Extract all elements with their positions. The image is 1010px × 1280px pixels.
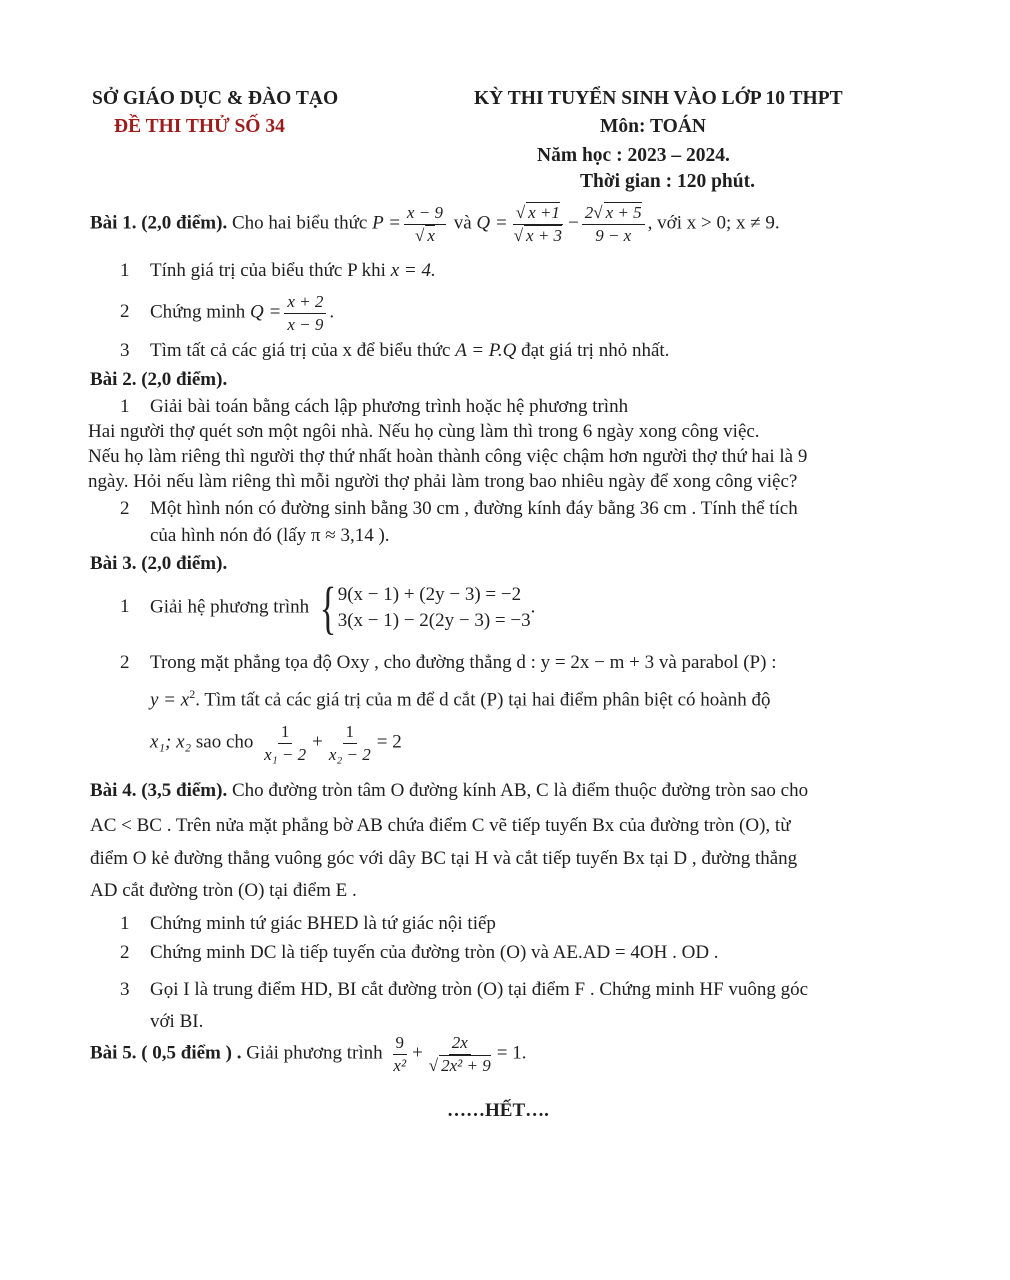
bai5-title: Bài 5. ( 0,5 điểm ) . — [90, 1042, 242, 1064]
bai5-statement: Bài 5. ( 0,5 điểm ) . Giải phương trình $\frac{9}{\text{x²}}$ + $\frac{2x}{\text{√ 2x² + 9}}$ = 1. — [90, 1033, 527, 1075]
bai4-q2: 2 Chứng minh DC là tiếp tuyến của đường tròn (O) và AE.AD = 4OH . OD . — [120, 942, 719, 963]
condition-fraction-2: $\frac{1}{\text{x₂ − 2}}$ — [328, 722, 371, 764]
condition: , với x > 0; x ≠ 9. — [647, 212, 780, 234]
duration: Thời gian : 120 phút. — [580, 171, 755, 192]
bai4-q3-line2: với BI. — [150, 1011, 204, 1032]
condition-fraction-1: $\frac{1}{\text{x₁ − 2}}$ — [264, 722, 307, 764]
bai5-fraction-1: $\frac{9}{\text{x²}}$ — [393, 1033, 407, 1075]
bai2-q1: 1 Giải bài toán bằng cách lập phương trình hoặc hệ phương trình — [120, 396, 629, 417]
equation-system: 9(x − 1) + (2y − 3) = −2 3(x − 1) − 2(2y − 3) = −3 — [337, 584, 531, 631]
bai3-q1: 1 Giải hệ phương trình { 9(x − 1) + (2y − 3) = −2 3(x − 1) − 2(2y − 3) = −3 . — [120, 575, 536, 640]
Q-fraction-2: $\frac{2√ x + 5}{9 - x}$ — [582, 203, 645, 245]
bai1-intro: Cho hai biểu thức — [231, 212, 368, 234]
system-brace: { — [319, 575, 337, 640]
bai4-line1: Bài 4. (3,5 điểm). Cho đường tròn tâm O đường kính AB, C là điểm thuộc đường tròn sao cho — [90, 780, 809, 801]
bai1-q2: 2 Chứng minh Q = $\frac{x + 2}{x - 9}$ . — [120, 292, 335, 334]
school-year: Năm học : 2023 – 2024. — [537, 145, 730, 166]
Q-lhs: Q = — [476, 212, 508, 234]
P-fraction: $\frac{x - 9}{√ x}$ — [404, 203, 446, 245]
bai4-line2: AC < BC . Trên nửa mặt phẳng bờ AB chứa điểm C vẽ tiếp tuyến Bx của đường tròn (O), từ — [90, 815, 791, 836]
bai2-title: Bài 2. (2,0 điểm). — [90, 369, 228, 390]
bai1-title: Bài 1. (2,0 điểm). — [90, 212, 228, 234]
Q-fraction-1: $\frac{√ x +1}{√ x + 3}$ — [513, 203, 563, 245]
exam-title: KỲ THI TUYỂN SINH VÀO LỚP 10 THPT — [474, 88, 843, 109]
bai3-q2: 2 Trong mặt phẳng tọa độ Oxy , cho đường thẳng d : y = 2x − m + 3 và parabol (P) : — [120, 652, 777, 673]
bai3-q2-line2: $y = x^2$. Tìm tất cả các giá trị của m để d cắt (P) tại hai điểm phân biệt có hoành độ — [150, 687, 771, 711]
bai1-q3: 3 Tìm tất cả các giá trị của x để biểu thức A = P.Q đạt giá trị nhỏ nhất. — [120, 340, 670, 361]
and-word: và — [453, 212, 472, 234]
P-lhs: P = — [372, 212, 401, 234]
bai2-q2-line2: của hình nón đó (lấy π ≈ 3,14 ). — [150, 525, 390, 546]
Q-simplified-fraction: $\frac{x + 2}{x - 9}$ — [284, 292, 326, 334]
bai2-problem-line1: Hai người thợ quét sơn một ngôi nhà. Nếu họ cùng làm thì trong 6 ngày xong công việc. — [88, 421, 760, 442]
exam-number: ĐỀ THI THỬ SỐ 34 — [114, 116, 285, 137]
bai5-fraction-2: $\frac{2x}{\text{√ 2x² + 9}}$ — [428, 1033, 491, 1075]
bai1-q1: 1 Tính giá trị của biểu thức P khi x = 4. — [120, 260, 436, 281]
subject: Môn: TOÁN — [600, 116, 707, 137]
department-name: SỞ GIÁO DỤC & ĐÀO TẠO — [92, 88, 339, 109]
bai4-q1: 1 Chứng minh tứ giác BHED là tứ giác nội tiếp — [120, 913, 496, 934]
bai3-q2-line3: x₁; x₂ sao cho $\frac{1}{\text{x₁ − 2}}$ + $\frac{1}{\text{x₂ − 2}}$ = 2 — [150, 722, 402, 764]
bai3-title: Bài 3. (2,0 điểm). — [90, 553, 228, 574]
end-marker: ……HẾT…. — [447, 1100, 549, 1121]
bai2-q2: 2 Một hình nón có đường sinh bằng 30 cm , đường kính đáy bằng 36 cm . Tính thể tích — [120, 498, 798, 519]
bai1-statement: Bài 1. (2,0 điểm). Cho hai biểu thức P = $\frac{x - 9}{√ x}$ và Q = $\frac{√ x +1}{√ x + 3}$ − $\frac{2√ x + 5}{9 - x}$ , với x > 0; x ≠ 9. — [90, 203, 780, 245]
bai4-line3: điểm O kẻ đường thẳng vuông góc với dây BC tại H và cắt tiếp tuyến Bx tại D , đường thẳng — [90, 848, 798, 869]
bai4-q3: 3 Gọi I là trung điểm HD, BI cắt đường tròn (O) tại điểm F . Chứng minh HF vuông góc — [120, 979, 809, 1000]
bai4-title: Bài 4. (3,5 điểm). — [90, 780, 228, 801]
bai4-line4: AD cắt đường tròn (O) tại điểm E . — [90, 880, 357, 901]
bai2-problem-line3: ngày. Hỏi nếu làm riêng thì mỗi người thợ phải làm trong bao nhiêu ngày để xong công việc? — [88, 471, 798, 492]
bai2-problem-line2: Nếu họ làm riêng thì người thợ thứ nhất hoàn thành công việc chậm hơn người thợ thứ hai là 9 — [88, 446, 808, 467]
